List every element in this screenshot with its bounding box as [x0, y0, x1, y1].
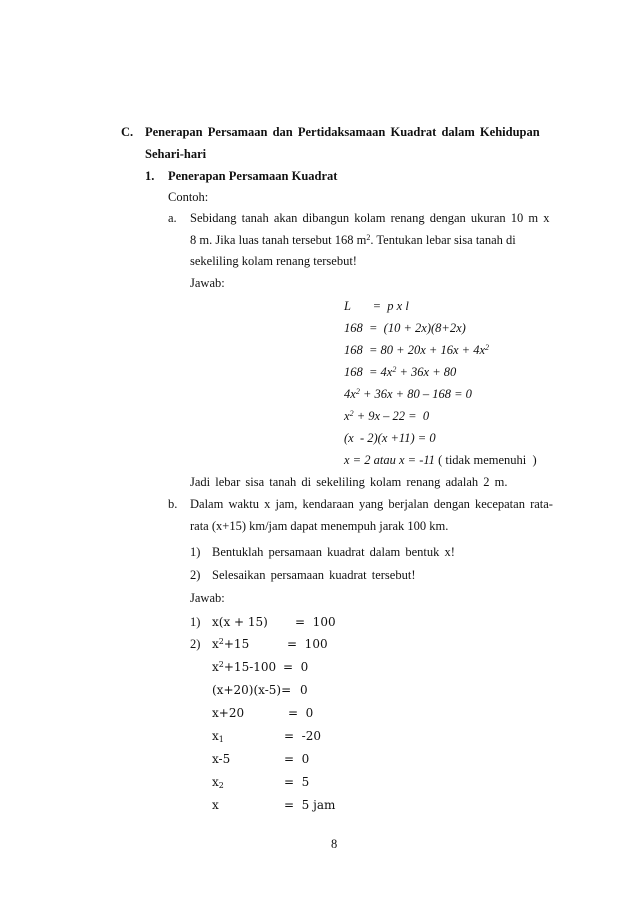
- subsection-marker: 1.: [145, 169, 155, 183]
- page-number: 8: [331, 837, 338, 851]
- solution-3-lhs: [212, 659, 276, 675]
- solution-9-rhs: = 5 jam: [284, 798, 336, 812]
- question-2: Selesaikan persamaan kuadrat tersebut!: [212, 568, 416, 582]
- item-b-line1: Dalam waktu x jam, kendaraan yang berjalan dengan kecepatan rata-: [190, 497, 553, 511]
- equation-line-4-text: 168 = 4x: [344, 365, 393, 379]
- item-b-line2: rata (x+15) km/jam dapat menempuh jarak 100 km.: [190, 519, 449, 533]
- equation-line-6-sup: 2: [349, 409, 354, 418]
- equation-line-2: 168 = (10 + 2x)(8+2x): [344, 321, 466, 335]
- solution-2-rhs: = 100: [287, 637, 328, 651]
- section-marker: C.: [121, 125, 134, 139]
- solution-8-lhs: [212, 774, 224, 790]
- question-1-marker: 1): [190, 545, 201, 559]
- solution-3-lhs-post: +15-100: [223, 660, 277, 674]
- equation-line-1: L = p x l: [344, 299, 409, 313]
- solution-8-lhs-pre: x: [212, 775, 219, 789]
- solution-6-sub: 1: [218, 735, 224, 744]
- solution-2-lhs: [212, 636, 249, 652]
- item-a-line2-pre: 8 m. Jika luas tanah tersebut 168 m: [190, 233, 367, 247]
- equation-line-5-sup: 2: [355, 387, 360, 396]
- solution-3-rhs: = 0: [283, 660, 309, 674]
- question-1: Bentuklah persamaan kuadrat dalam bentuk x!: [212, 545, 455, 559]
- item-b-marker: b.: [168, 497, 178, 511]
- solution-5-lhs: x+20: [212, 706, 245, 720]
- equation-line-5-post: + 36x + 80 – 168 = 0: [359, 387, 472, 401]
- subsection-title: Penerapan Persamaan Kuadrat: [168, 169, 338, 183]
- equation-line-6: [344, 408, 429, 424]
- equation-line-5: [344, 386, 472, 402]
- solution-4-lhs: (x+20)(x-5)=: [212, 683, 292, 697]
- item-a-line2-sup: 2: [366, 233, 371, 242]
- solution-5-rhs: = 0: [288, 706, 314, 720]
- item-b-answer-label: Jawab:: [190, 591, 225, 605]
- solution-6-rhs: = -20: [284, 729, 322, 743]
- example-label: Contoh:: [168, 190, 209, 204]
- solution-8-sub: 2: [218, 781, 224, 790]
- solution-7-rhs: = 0: [284, 752, 310, 766]
- solution-2-sup: 2: [218, 637, 224, 646]
- item-a-line2-post: . Tentukan lebar sisa tanah di: [370, 233, 516, 247]
- solution-9-lhs: x: [212, 798, 219, 812]
- solution-1-rhs: = 100: [295, 615, 336, 629]
- equation-line-6-post: + 9x – 22 = 0: [353, 409, 430, 423]
- equation-line-3-sup: 2: [485, 343, 490, 352]
- equation-line-4-post: + 36x + 80: [396, 365, 457, 379]
- section-title-line2: Sehari-hari: [145, 147, 207, 161]
- solution-2-lhs-post: +15: [223, 637, 250, 651]
- solution-1-lhs: x(x + 15): [212, 615, 268, 629]
- section-title-line1: Penerapan Persamaan dan Pertidaksamaan Kuadrat dalam Kehidupan: [145, 125, 540, 139]
- item-a-answer-label: Jawab:: [190, 276, 225, 290]
- equation-line-3-text: 168 = 80 + 20x + 16x + 4x: [344, 343, 486, 357]
- solution-2-lhs-pre: x: [212, 637, 219, 651]
- item-a-line3: sekeliling kolam renang tersebut!: [190, 254, 357, 268]
- equation-line-6-text: x: [344, 409, 350, 423]
- solution-6-lhs: [212, 728, 224, 744]
- equation-line-4-sup: 2: [392, 365, 397, 374]
- solution-8-rhs: = 5: [284, 775, 310, 789]
- equation-line-8: [344, 452, 537, 468]
- item-a-conclusion: Jadi lebar sisa tanah di sekeliling kolam renang adalah 2 m.: [190, 475, 508, 489]
- equation-line-8-note: ( tidak memenuhi ): [438, 453, 537, 467]
- equation-line-4: [344, 364, 456, 380]
- equation-line-3: [344, 342, 489, 358]
- item-a-line2: [190, 232, 516, 248]
- equation-line-5-text: 4x: [344, 387, 356, 401]
- solution-3-lhs-pre: x: [212, 660, 219, 674]
- solution-6-lhs-pre: x: [212, 729, 219, 743]
- solution-2-marker: 2): [190, 637, 201, 651]
- solution-3-sup: 2: [218, 660, 224, 669]
- solution-7-lhs: x-5: [212, 752, 231, 766]
- item-a-marker: a.: [168, 211, 177, 225]
- item-a-line1: Sebidang tanah akan dibangun kolam renang dengan ukuran 10 m x: [190, 211, 550, 225]
- solution-4-rhs: 0: [300, 683, 308, 697]
- question-2-marker: 2): [190, 568, 201, 582]
- equation-line-8-text: x = 2 atau x = -11: [344, 453, 435, 467]
- equation-line-7: (x - 2)(x +11) = 0: [344, 431, 436, 445]
- solution-1-marker: 1): [190, 615, 201, 629]
